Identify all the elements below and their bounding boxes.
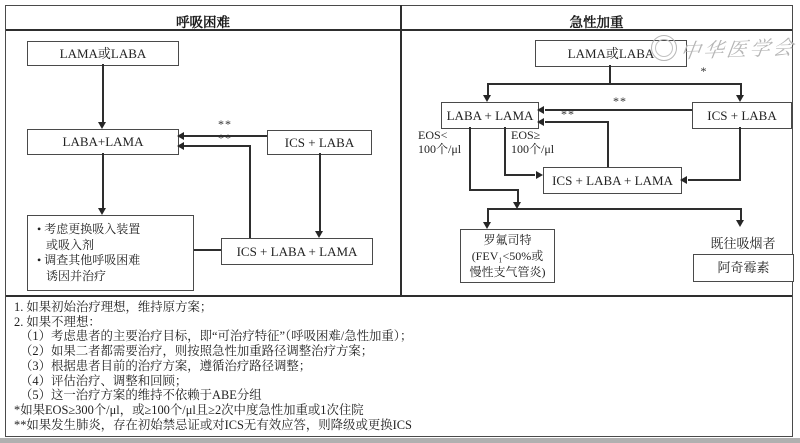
footnotes (14, 300, 784, 432)
watermark-text: 中华医学会 (678, 35, 798, 64)
flow-line (469, 127, 471, 190)
roflumilast-line3: 慢性支气管炎) (469, 265, 546, 279)
roflumilast-line1: 罗氟司特 (483, 233, 532, 247)
arrowhead-down-icon (483, 222, 491, 229)
flow-line (102, 153, 104, 208)
flow-line (319, 153, 321, 231)
exacerbation-laba-lama-label: LABA + LAMA (446, 107, 534, 123)
arrowhead-left-icon (537, 118, 544, 126)
flow-line (488, 83, 741, 85)
eos-low-line1: EOS< (418, 128, 448, 142)
dyspnea-laba-lama-box (27, 129, 179, 155)
dyspnea-initial-therapy-label: LAMA或LABA (59, 45, 147, 61)
arrowhead-left-icon (537, 106, 544, 114)
action-text: 诱因并治疗 (46, 268, 107, 283)
note-line-4: （2）如果二者都需要治疗，则按照急性加重路径调整治疗方案； (20, 344, 374, 359)
dyspnea-laba-lama-label: LABA+LAMA (62, 134, 144, 149)
arrowhead-right-icon (536, 171, 543, 179)
note-line-1: 1. 如果初始治疗理想，维持原方案； (14, 300, 213, 314)
dyspnea-panel-header: 呼吸困难 (176, 15, 230, 30)
arrowhead-down-icon (736, 220, 744, 227)
flow-line (607, 121, 609, 167)
note-line-3: （1）考虑患者的主要治疗目标，即“可治疗特征”（呼吸困难/急性加重）； (20, 329, 413, 344)
exacerbation-ics-laba-box (692, 102, 792, 129)
exacerbation-triple-therapy-label: ICS + LABA + LAMA (552, 172, 673, 188)
arrowhead-down-icon (315, 231, 323, 238)
former-smoker-label: 既往吸烟者 (710, 236, 776, 251)
double-star-marker: ** (218, 131, 232, 145)
note-line-5: （3）根据患者目前的治疗方案，遵循治疗路径调整； (20, 358, 312, 373)
exacerbation-laba-lama-box (441, 102, 539, 129)
flow-line (740, 208, 742, 220)
action-line (37, 253, 140, 269)
flow-line (249, 145, 251, 238)
dyspnea-triple-therapy-box (221, 238, 373, 265)
flow-line (102, 64, 104, 122)
note-line-6: （4）评估治疗、调整和回顾； (20, 373, 188, 388)
bottom-shadow-bar (0, 438, 800, 443)
flow-line (740, 83, 742, 95)
bullet-icon: • (37, 253, 42, 267)
arrowhead-down-icon (98, 122, 106, 129)
flow-line (487, 208, 489, 222)
eos-low-label (418, 128, 470, 156)
action-text: 调查其他呼吸困难 (44, 253, 141, 267)
eos-high-label (511, 128, 567, 156)
arrowhead-down-icon (98, 208, 106, 215)
flow-line (504, 174, 535, 176)
eos-low-line2: 100个/μl (418, 142, 462, 156)
note-line-7: （5）这一治疗方案的维持不依赖于ABE分组 (20, 388, 262, 403)
action-text: 或吸入剂 (46, 237, 95, 252)
double-star-marker: ** (218, 117, 232, 131)
notes-separator-line (6, 295, 792, 297)
flow-line (504, 127, 506, 175)
action-text: 考虑更换吸入装置 (44, 222, 141, 236)
dyspnea-triple-therapy-label: ICS + LABA + LAMA (236, 243, 358, 259)
exacerbation-initial-therapy-label: LAMA或LABA (567, 45, 655, 61)
flow-line (488, 208, 741, 210)
double-star-marker: ** (561, 107, 575, 121)
panel-divider-line (400, 5, 402, 296)
exacerbation-triple-therapy-box (543, 167, 682, 194)
flow-line (688, 179, 740, 181)
double-star-marker: ** (613, 94, 627, 108)
arrowhead-down-icon (736, 95, 744, 102)
dyspnea-initial-therapy-box (27, 41, 179, 66)
flow-line (517, 189, 519, 202)
note-line-9: **如果发生肺炎，存在初始禁忌证或对ICS无有效应答，则降级或更换ICS (14, 417, 412, 432)
flow-line (609, 65, 611, 83)
flow-line (739, 127, 741, 181)
eos-high-line2: 100个/μl (511, 142, 555, 156)
arrowhead-left-icon (177, 132, 184, 140)
star-marker: * (700, 64, 708, 78)
arrowhead-left-icon (177, 142, 184, 150)
arrowhead-left-icon (680, 176, 687, 184)
exacerbation-ics-laba-label: ICS + LABA (707, 107, 777, 123)
flow-line (487, 83, 489, 95)
watermark-emblem-icon (651, 35, 677, 61)
exacerbation-panel-header: 急性加重 (569, 15, 624, 30)
azithromycin-box (693, 254, 794, 282)
dyspnea-action-box (27, 215, 194, 291)
note-line-8: *如果EOS≥300个/μl，或≥100个/μl且≥2次中度急性加重或1次住院 (14, 402, 364, 417)
note-line-2: 2. 如果不理想： (14, 314, 101, 329)
action-line (37, 222, 140, 238)
dyspnea-ics-laba-box (267, 130, 372, 155)
dyspnea-ics-laba-label: ICS + LABA (284, 134, 355, 150)
arrowhead-down-icon (483, 95, 491, 102)
azithromycin-label: 阿奇霉素 (717, 260, 770, 275)
roflumilast-line2: (FEV₁<50%或 (471, 249, 544, 263)
eos-high-line1: EOS≥ (511, 128, 541, 142)
flow-line (469, 189, 519, 191)
bullet-icon: • (37, 222, 42, 236)
roflumilast-box (460, 229, 555, 283)
